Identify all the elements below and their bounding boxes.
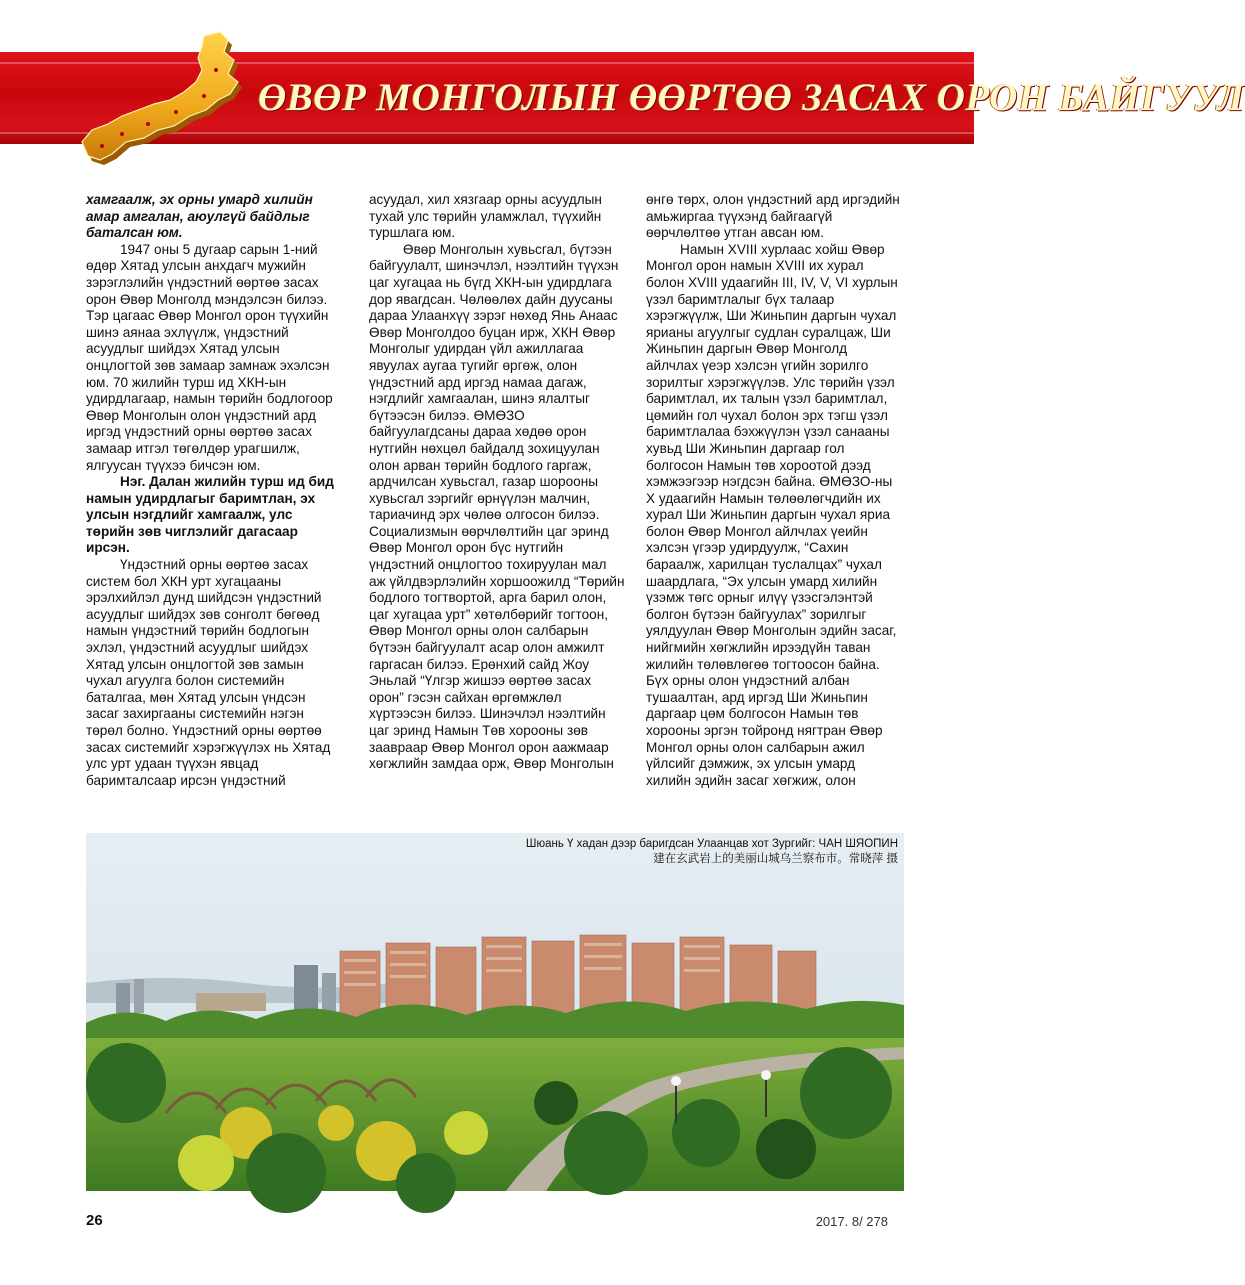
article-column-3 bbox=[646, 192, 902, 802]
paragraph: 1947 оны 5 дугаар сарын 1-ний өдөр Хятад улсын анхдагч мужийн зэрэглэлийн үндэстний өөртөө засах орон Өвөр Монголд мэндэлсэн билээ. Тэр цагаас Өвөр Монгол орон түүхийн шинэ аянаа эхлүүлж, үндэстний асуудлыг шийдэх Хятад улсын онцлогтой зөв замаар замнаж эхэлсэн юм. 70 жилийн турш ид ХКН-ын удирдлагаар, намын төрийн бодлогоор Өвөр Монголын олон үндэстний ард иргэд үндэстний орны өөртөө засах замаар итгэл төгөлдөр урагшилж, ялгуусан түүхээ бичсэн юм. bbox=[86, 241, 333, 473]
photo-caption-chinese: 建在玄武岩上的美丽山城乌兰察布市。常晓萍 摄 bbox=[653, 853, 898, 865]
article-body bbox=[86, 192, 908, 802]
city-landscape-image bbox=[86, 833, 904, 1191]
section-heading: Нэг. Далан жилийн турш ид бид намын удирдлагыг баримтлан, эх улсын нэгдлийг хамгаалж, улс төрийн зөв чиглэлийг дагасаар ирсэн. bbox=[86, 474, 334, 556]
photo-caption-mongolian: Шюань Ү хадан дээр баригдсан Улаанцав хот Зургийг: ЧАН ШЯОПИН bbox=[525, 838, 898, 850]
paragraph: асуудал, хил хязгаар орны асуудлын тухай улс төрийн уламжлал, түүхийн туршлага юм. bbox=[369, 192, 602, 241]
page-number: 26 bbox=[86, 1212, 103, 1229]
inner-mongolia-map-icon bbox=[78, 30, 278, 165]
issue-number: 2017. 8/ 278 bbox=[815, 1214, 888, 1229]
paragraph: өнгө төрх, олон үндэстний ард иргэдийн амьжиргаа түүхэнд байгаагүй өөрчлөлтөө утган авсан юм. bbox=[646, 192, 900, 241]
article-column-2 bbox=[369, 192, 625, 802]
photo-caption bbox=[526, 837, 898, 867]
paragraph: Намын XVIII хурлаас хойш Өвөр Монгол орон намын XVIII их хурал болон XVIII удаагийн III, IV, V, VI хурлын үзэл баримтлалыг бүх талаар хэрэгжүүлж, Ши Жиньпин даргын чухал ярианы агуулгыг судлан суралцаж, Ши Жиньпин даргын Өвөр Монголд айлчлах үеэр хэлсэн үгийн зорилго зорилтыг хэрэгжүүлэв. Улс төрийн үзэл баримтлал, их талын үзэл баримтлал, цөмийн гол чухал болон эрх тэгш үзэл баримтлалаа бэхжүүлэн үзэл санааны хувьд Ши Жиньпин даргаар гол болгосон Намын төв хороотой дээд хэмжээгээр нэгдсэн байна. ӨМӨЗО-ны X удаагийн Намын төлөөлөгчдийн их хурал Ши Жиньпин даргын чухал яриа болон Өвөр Монгол айлчлах үеийн хэлсэн үгээр удирдуулж, “Сахин бараалж, харилцан туслалцах” чухал шаардлага, “Эх улсын умард хилийн үзэмж төгс орныг илүү үзэсгэлэнтэй болгон бүтээн байгуулах” зорилгыг уялдуулан Өвөр Монголын эдийн засаг, нийгмийн хөгжлийн ирээдүйн таван жилийн төлөвлөгөө тогтоосон байна. Бүх орны олон үндэстний албан тушаалтан, ард иргэд Ши Жиньпин даргаар цөм болгосон Намын төв хорооны эргэн тойронд нягтран Өвөр Монгол орны олон салбарын ажил үйлсийг дэмжиж, эх улсын умард хилийн эдийн засаг хөгжиж, олон bbox=[646, 241, 898, 788]
paragraph: хамгаалж, эх орны умард хилийн амар амгалан, аюулгүй байдлыг баталсан юм. bbox=[86, 192, 313, 241]
paragraph: Үндэстний орны өөртөө засах систем бол ХКН урт хугацааны эрэлхийлэл дунд шийдсэн үндэстний асуудлыг шийдэх зөв сонголт бөгөөд намын үндэстний төрийн бодлогын эхлэл, үндэстний асуудлыг шийдэх Хятад улсын онцлогтой зөв замын чухал агуулга болон системийн баталгаа, мөн Хятад улсын үндсэн засаг захиргааны системийн нэгэн төрөл болно. Үндэстний орны өөртөө засах системийг хэрэгжүүлэх нь Хятад улс урт удаан түүхэн явцад баримталсаар ирсэн үндэстний bbox=[86, 557, 331, 788]
paragraph: Өвөр Монголын хувьсгал, бүтээн байгуулалт, шинэчлэл, нээлтийн түүхэн цаг хугацаа нь бүгд ХКН-ын удирдлага дор явагдсан. Чөлөөлөх дайн дуусаны дараа Улаанхүү зэрэг нөхөд Янь Анаас Өвөр Монголдоо буцан ирж, ХКН Өвөр Монголыг удирдан үйл ажиллагаа явуулах аугаа тугийг өргөж, олон үндэстний ард иргэд намаа дагаж, нэгдлийг хамгаалан, шинэ ялалтыг бүтээсэн билээ. ӨМӨЗО байгуулагдсаны дараа хөдөө орон нутгийн нөхцөл байдалд зохицуулан олон арван төрийн бодлого гаргаж, ардчилсан хувьсгал, газар шорооны хувьсгал зэргийг өрнүүлэн малчин, тариачинд эрх чөлөө олгосон билээ. Социализмын өөрчлөлтийн цаг эринд Өвөр Монгол орон бүс нутгийн үндэстний онцлогтоо тохируулан мал аж үйлдвэрлэлийн хоршоожилд “Төрийн бодлого тогтвортой, арга барил олон, цаг хугацаа урт” хөтөлбөрийг тогтоон, Өвөр Монгол орны олон салбарын бүтээн байгуулалт асар олон амжилт гаргасан билээ. Ерөнхий сайд Жоу Эньлай “Үлгэр жишээ өөртөө засах орон” гэсэн сайхан өргөмжлөл хүртээсэн билээ. Шинэчлэл нээлтийн цаг эринд Намын Төв хорооны зөв заавраар Өвөр Монгол орон аажмаар хөгжлийн замдаа орж, Өвөр Монголын bbox=[369, 241, 625, 772]
page-title: ӨВӨР МОНГОЛЫН ӨӨРТӨӨ ЗАСАХ ОРОН БАЙГУУЛ bbox=[258, 76, 1245, 119]
city-photo bbox=[86, 833, 904, 1191]
article-column-1 bbox=[86, 192, 342, 802]
